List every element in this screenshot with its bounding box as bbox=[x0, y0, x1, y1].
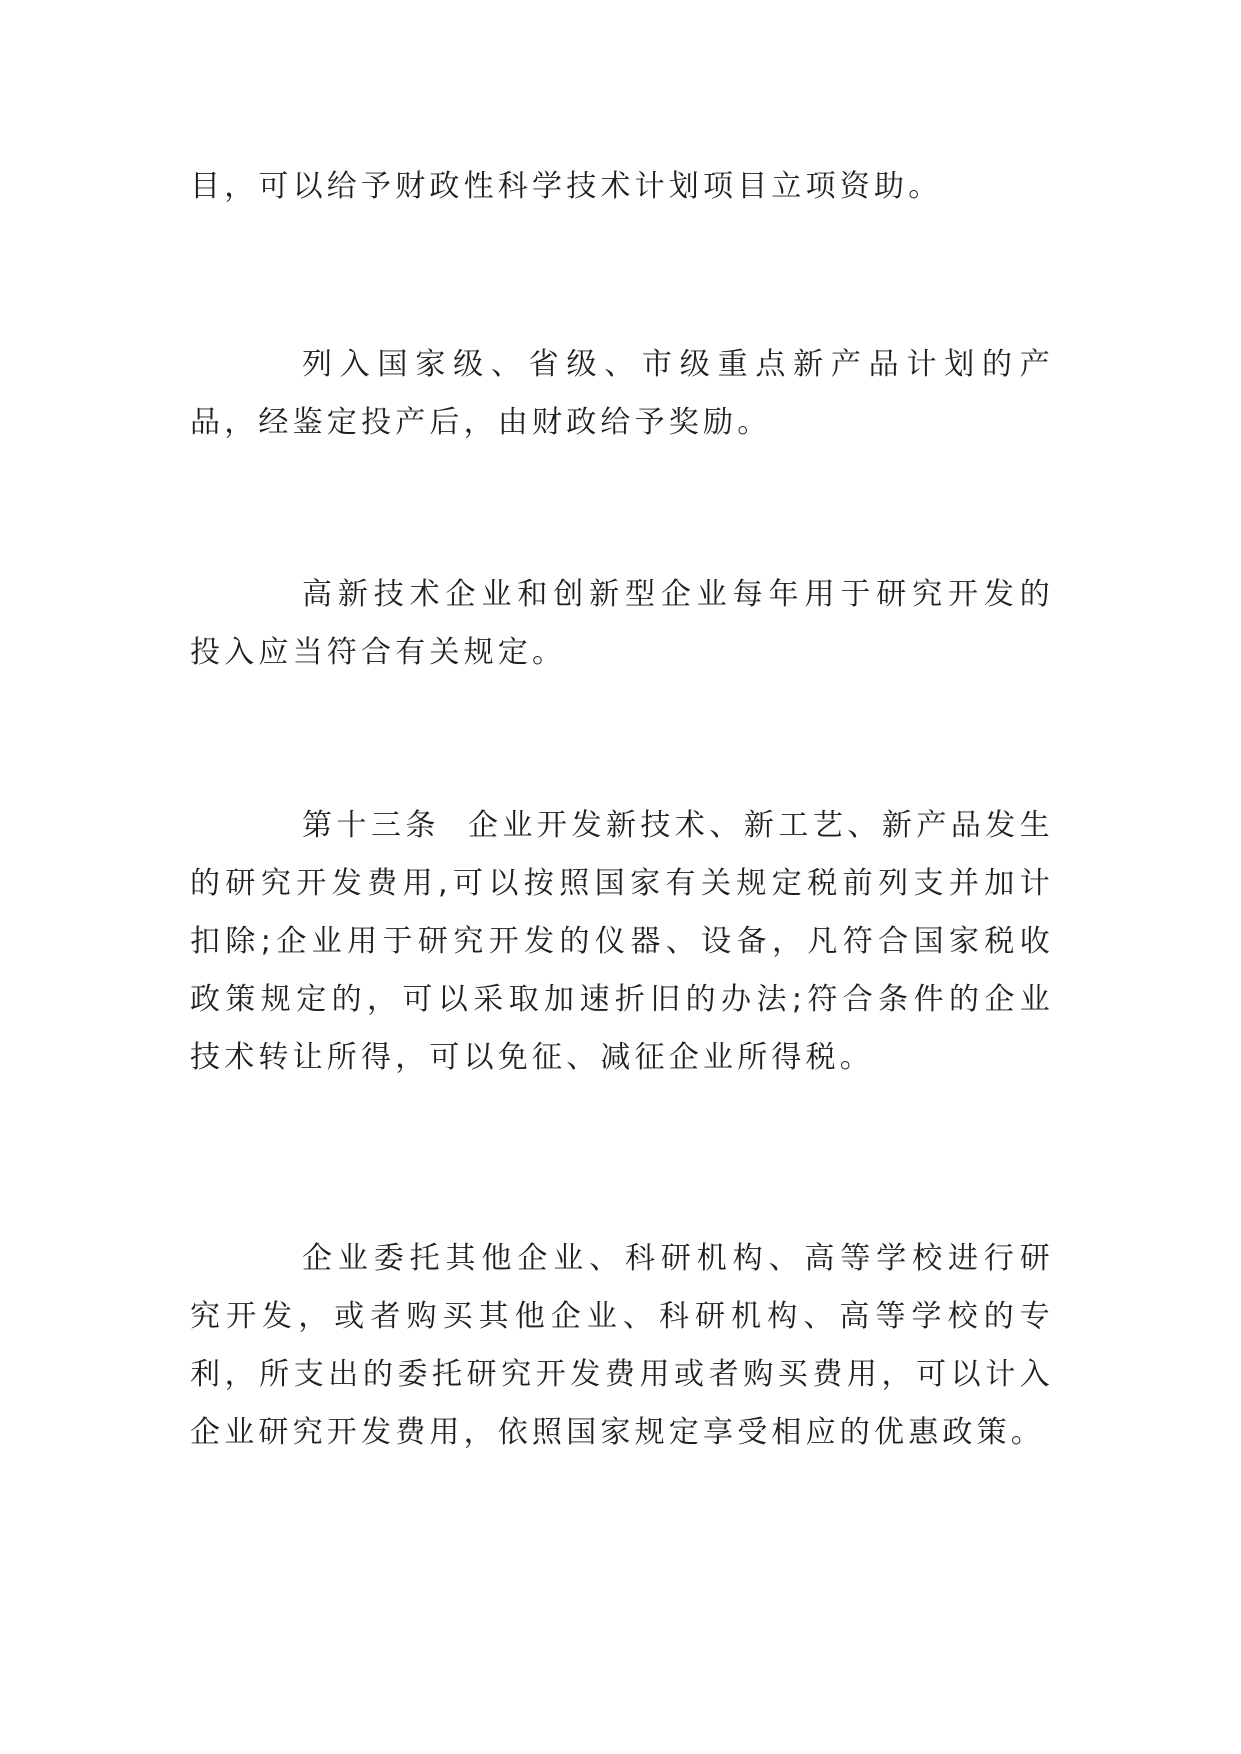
paragraph-article-13: 第十三条 企业开发新技术、新工艺、新产品发生的研究开发费用,可以按照国家有关规定税前列支并加计扣除;企业用于研究开发的仪器、设备，凡符合国家税收政策规定的，可以采取加速折旧的办法;符合条件的企业技术转让所得，可以免征、减征企业所得税。 bbox=[190, 808, 1054, 1075]
paragraph-new-product-reward: 列入国家级、省级、市级重点新产品计划的产品，经鉴定投产后，由财政给予奖励。 bbox=[190, 347, 1054, 440]
paragraph-rd-investment: 高新技术企业和创新型企业每年用于研究开发的投入应当符合有关规定。 bbox=[190, 577, 1054, 670]
paragraph-entrusted-rd: 企业委托其他企业、科研机构、高等学校进行研究开发，或者购买其他企业、科研机构、高等学校的专利，所支出的委托研究开发费用或者购买费用，可以计入企业研究开发费用，依照国家规定享受相应的优惠政策。 bbox=[190, 1241, 1054, 1450]
paragraph-continuation: 目，可以给予财政性科学技术计划项目立项资助。 bbox=[190, 169, 943, 204]
